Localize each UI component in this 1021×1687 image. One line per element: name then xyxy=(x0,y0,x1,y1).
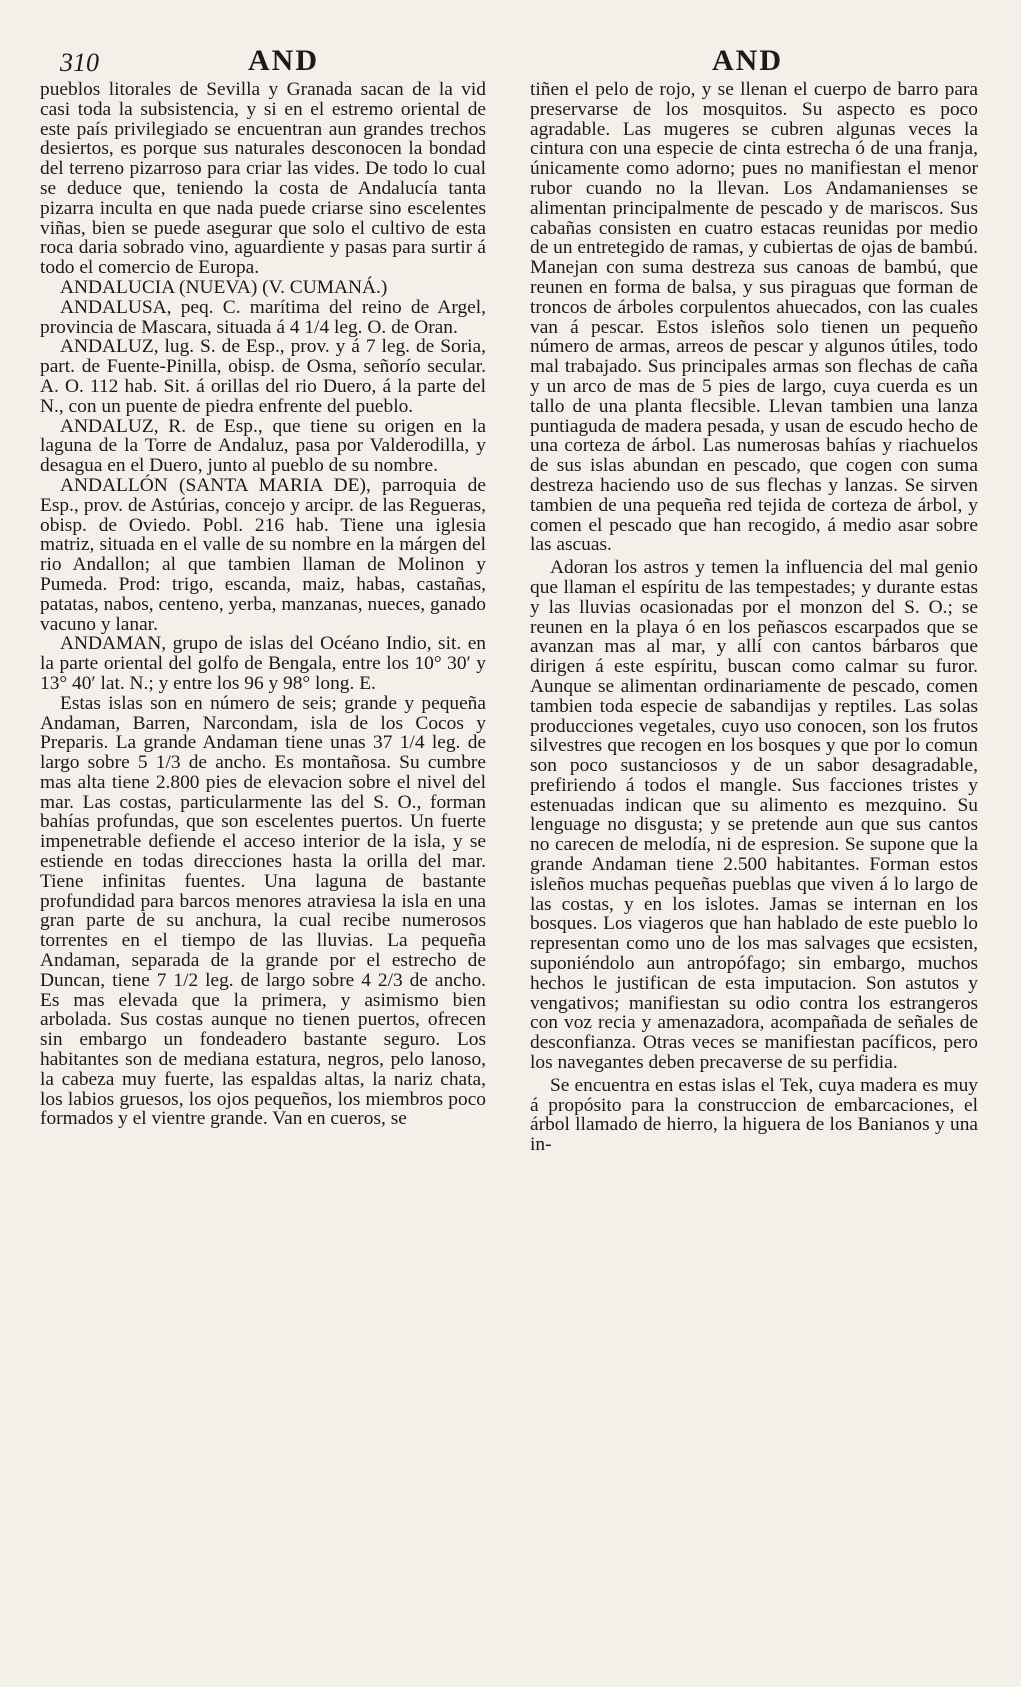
andaman-beliefs: Adoran los astros y temen la influencia del mal genio que llaman el espíritu de las tempestades; y durante estas y las lluvias ocasionadas por el monzon del S. O.; se reunen en la playa ó en los peñascos escarpados que se avanzan mas al mar, y allí con cantos bárbaros que dirigen á este espíritu, buscan como calmar su furor. Aunque se alimentan ordinariamente de pescado, comen tambien toda especie de sabandijas y reptiles. Las solas producciones vegetales, cuyo uso conocen, son los frutos silvestres que recogen en los bosques y que por lo comun son poco sustanciosos y de un sabor desagradable, prefiriendo á todos el mangle. Sus facciones tristes y estenuadas indican que su alimento es mezquino. Su lenguage no disgusta; y se pretende aun que sus cantos no carecen de melodía, ni de espresion. Se supone que la grande Andaman tiene 2.500 habitantes. Forman estos isleños muchas pequeñas pueblas que viven á lo largo de las costas, y en los islotes. Jamas se internan en los bosques. Los viageros que han hablado de este pueblo lo representan como uno de los mas salvages que ecsisten, suponiéndolo aun antropófago; sin embargo, muchos hechos le justifican de esta imputacion. Son astutos y vengativos; manifiestan su odio contra los estrangeros con voz recia y amenazadora, acompañada de señales de desconfianza. Otras veces se manifiestan pacíficos, pero los navegantes deben precaverse de su perfidia. xyxy=(530,557,978,1074)
page-header xyxy=(0,44,1021,84)
right-column xyxy=(530,80,978,1155)
left-column xyxy=(40,80,486,1129)
entry-andalusa: ANDALUSA, peq. C. marítima del reino de Argel, provincia de Mascara, situada á 4 1/4 leg. O. de Oran. xyxy=(40,296,486,338)
entry-andaluz-lugar: ANDALUZ, lug. S. de Esp., prov. y á 7 leg. de Soria, part. de Fuente-Pinilla, obisp. de Osma, señorío secular. A. O. 112 hab. Sit. á orillas del rio Duero, á la parte del N., con un puente de piedra enfrente del pueblo. xyxy=(40,336,486,417)
entry-andaluz-rio: ANDALUZ, R. de Esp., que tiene su origen en la laguna de la Torre de Andaluz, pasa por Valderodilla, y desagua en el Duero, junto al pueblo de su nombre. xyxy=(40,415,486,477)
entry-andallon: ANDALLÓN (SANTA MARIA DE), parroquia de Esp., prov. de Astúrias, concejo y arcipr. de las Regueras, obisp. de Oviedo. Pobl. 216 hab. Tiene una iglesia matriz, situada en el valle de su nombre en la márgen del rio Andallon; al que tambien llaman de Molinon y Pumeda. Prod: trigo, escanda, maiz, habas, castañas, patatas, nabos, centeno, yerba, manzanas, nueces, ganado vacuno y lanar. xyxy=(40,474,486,635)
running-head-left: AND xyxy=(248,44,319,77)
andaman-trees: Se encuentra en estas islas el Tek, cuya madera es muy á propósito para la construccion de embarcaciones, el árbol llamado de hierro, la higuera de los Banianos y una in- xyxy=(530,1074,978,1156)
page-number: 310 xyxy=(60,48,99,77)
paragraph-continued: pueblos litorales de Sevilla y Granada sacan de la vid casi toda la subsistencia, y si en el estremo oriental de este país privilegiado se encuentran aun grandes trechos desiertos, es porque sus naturales desconocen la bondad del terreno pizarroso para criar las vides. De todo lo cual se deduce que, teniendo la costa de Andalucía tanta pizarra inculta en que nada puede criarse sino escelentes viñas, bien se puede asegurar que solo el cultivo de esta roca daria sobrado vino, aguardiente y pasas para surtir á todo el comercio de Europa. xyxy=(40,79,486,279)
andaman-description: Estas islas son en número de seis; grande y pequeña Andaman, Barren, Narcondam, isla de los Cocos y Preparis. La grande Andaman tiene unas 37 1/4 leg. de largo sobre 5 1/3 de ancho. Es montañosa. Su cumbre mas alta tiene 2.800 pies de elevacion sobre el nivel del mar. Las costas, particularmente las del S. O., forman bahías profundas, que son escelentes puertos. Un fuerte impenetrable defiende el acceso interior de la isla, y se estiende en todas direcciones hasta la orilla del mar. Tiene infinitas fuentes. Una laguna de bastante profundidad para barcos menores atraviesa la isla en una gran parte de su anchura, la cual recibe numerosos torrentes en el tiempo de las lluvias. La pequeña Andaman, separada de la grande por el estrecho de Duncan, tiene 7 1/2 leg. de largo sobre 4 2/3 de ancho. Es mas elevada que la primera, y asimismo bien arbolada. Sus costas aunque no tienen puertos, ofrecen sin embargo un fondeadero bastante seguro. Los habitantes son de mediana estatura, negros, pelo lanoso, la cabeza muy fuerte, las espaldas altas, la nariz chata, los labios gruesos, los ojos pequeños, los miembros poco formados y el vientre grande. Van en cueros, se xyxy=(40,692,486,1130)
running-head-right: AND xyxy=(712,44,783,77)
andaman-description-continued: tiñen el pelo de rojo, y se llenan el cuerpo de barro para preservarse de los mosquitos. Su aspecto es poco agradable. Las mugeres se cubren algunas veces la cintura con una especie de cinta estrecha ó de una franja, únicamente como adorno; pues no manifiestan el menor rubor cuando no la llevan. Los Andamanienses se alimentan principalmente de pescado y de mariscos. Sus cabañas consisten en cuatro estacas reunidas por medio de un entretegido de ramas, y cubiertas de ojas de bambú. Manejan con suma destreza sus canoas de bambú, que reunen en forma de balsa, y sus piraguas que forman de troncos de árboles corpulentos ahuecados, con las cuales van á pescar. Estos isleños solo tienen un pequeño número de armas, arreos de pescar y algunos útiles, todo mal trabajado. Sus principales armas son flechas de caña y un arco de mas de 5 pies de largo, cuya cuerda es un tallo de una planta flecsible. Llevan tambien una lanza puntiaguda de madera pesada, y usan de escudo hecho de una corteza de árbol. Las numerosas bahías y riachuelos de sus islas abundan en pescado, que cogen con suma destreza haciendo uso de sus flechas y lanzas. Se sirven tambien de una pequeña red tejida de corteza de árbol, y comen el pescado que han recogido, á medio asar sobre las ascuas. xyxy=(530,79,978,556)
entry-andaman: ANDAMAN, grupo de islas del Océano Indio, sit. en la parte oriental del golfo de Bengala, entre los 10° 30′ y 13° 40′ lat. N.; y entre los 96 y 98° long. E. xyxy=(40,633,486,694)
entry-andalucia-nueva: ANDALUCIA (NUEVA) (V. CUMANÁ.) xyxy=(60,276,388,298)
